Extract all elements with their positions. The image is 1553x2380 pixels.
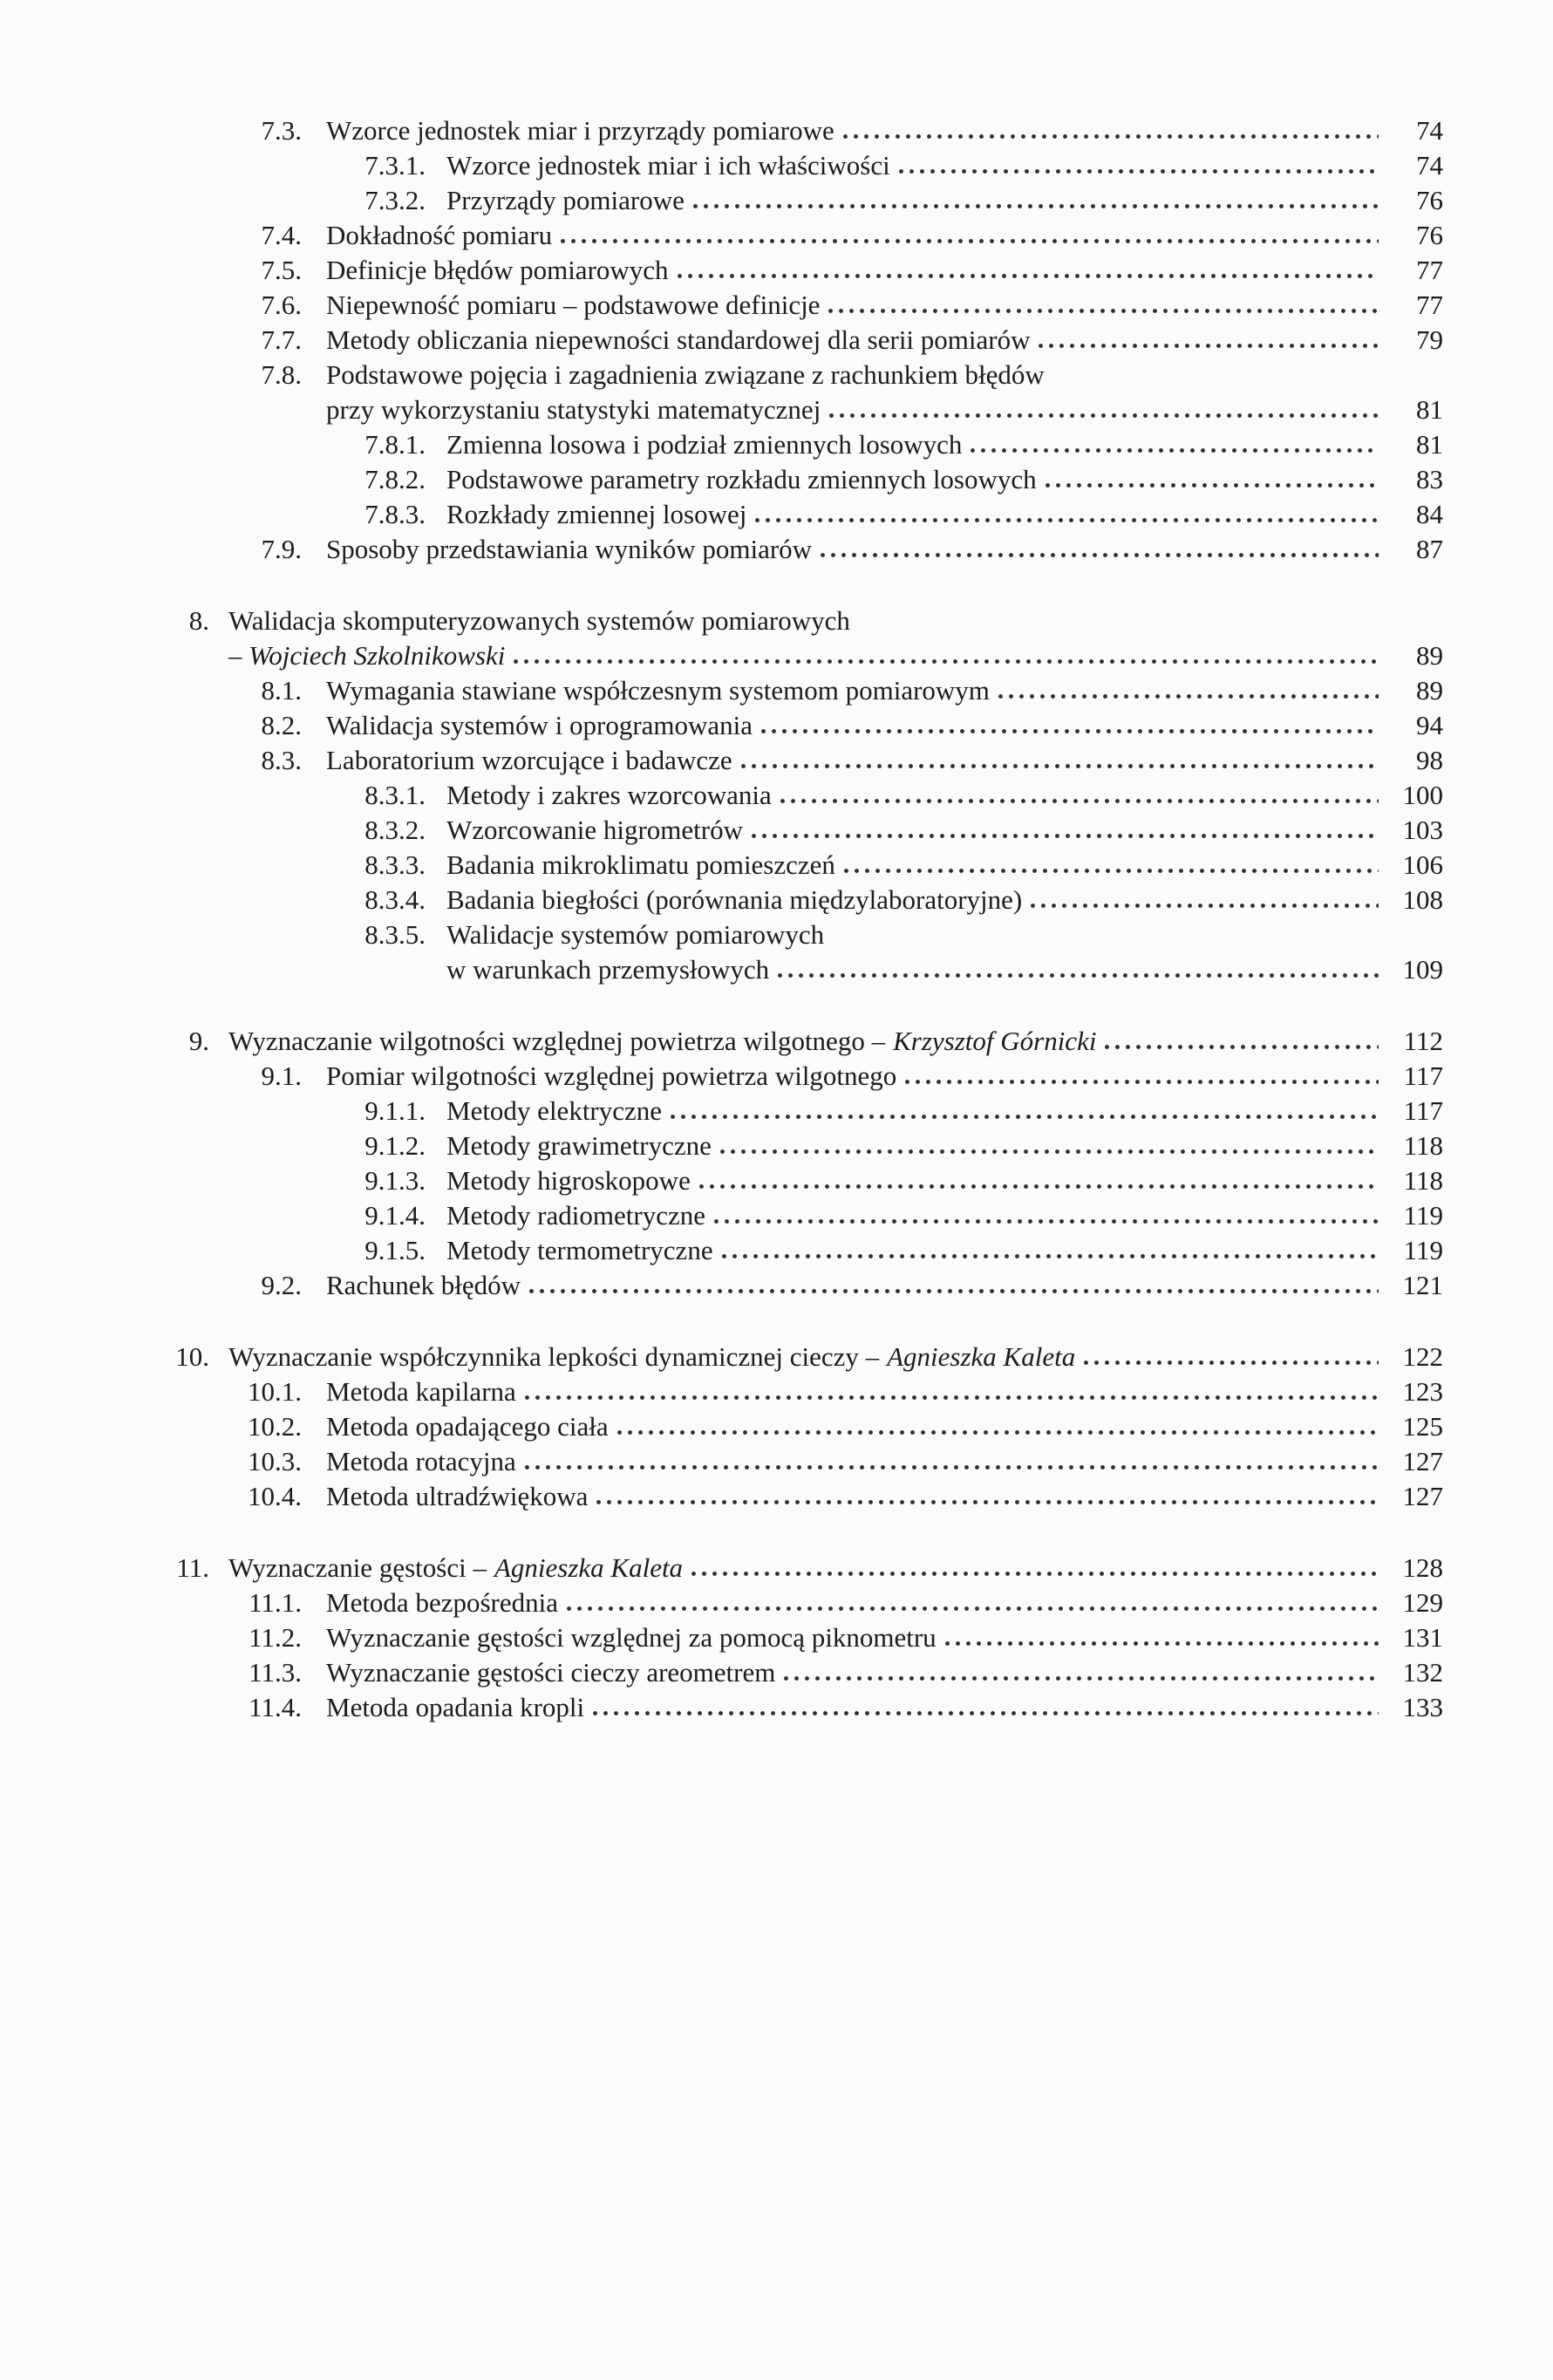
toc-entry-body [326, 113, 1443, 148]
toc-entry-line-2 [326, 392, 1443, 427]
toc-entry [0, 1094, 1443, 1129]
toc-entry-body [446, 1233, 1443, 1268]
toc-entry-body [446, 1163, 1443, 1198]
toc-entry-title: Pomiar wilgotności względnej powietrza wilgotnego [326, 1060, 897, 1091]
toc-entry-page-number: 123 [1402, 1376, 1443, 1407]
toc-entry-line-1 [446, 813, 1443, 848]
toc-entry-page-number: 117 [1403, 1060, 1443, 1091]
toc-entry-line-1 [228, 1551, 1443, 1586]
toc-entry-page-number: 77 [1416, 290, 1443, 320]
toc-entry-line-1 [326, 1444, 1443, 1479]
toc-entry-title: Walidacja skomputeryzowanych systemów pomiarowych [228, 605, 850, 636]
toc-entry [0, 462, 1443, 497]
toc-entry-title: Metody higroskopowe [446, 1165, 691, 1196]
leader-dots [513, 658, 1379, 665]
toc-entry-page-number: 118 [1403, 1165, 1443, 1196]
toc-entry-line-1 [446, 497, 1443, 532]
toc-entry-line-1 [326, 1655, 1443, 1690]
toc-entry-page-number: 129 [1402, 1587, 1443, 1618]
toc-entry-line-1 [326, 218, 1443, 253]
toc-entry-number: 11.3. [249, 1657, 302, 1688]
toc-entry [0, 358, 1443, 427]
leader-dots [692, 203, 1379, 209]
toc-entry-page-number: 84 [1416, 499, 1443, 529]
toc-entry-author: Krzysztof Górnicki [893, 1026, 1097, 1056]
toc-entry-page-number: 108 [1402, 884, 1443, 915]
toc-entry [0, 323, 1443, 358]
toc-entry-line-1 [326, 1479, 1443, 1514]
leader-dots [780, 798, 1379, 804]
toc-entry [0, 532, 1443, 567]
toc-entry-number: 9.1.2. [364, 1130, 426, 1161]
toc-entry [0, 497, 1443, 532]
toc-entry-title: Walidacja systemów i oprogramowania [326, 710, 753, 740]
leader-dots [616, 1429, 1379, 1436]
leader-dots [1038, 343, 1379, 349]
leader-dots [1030, 903, 1379, 909]
leader-dots [944, 1640, 1379, 1647]
toc-entry-body [326, 1059, 1443, 1094]
toc-entry-number: 7.3.1. [364, 150, 426, 181]
toc-entry [0, 1690, 1443, 1725]
toc-entry-number: 9. [188, 1026, 209, 1056]
toc-entry-page-number: 125 [1402, 1411, 1443, 1442]
toc-entry [0, 218, 1443, 253]
toc-entry-number: 7.8. [261, 359, 302, 390]
leader-dots [843, 868, 1379, 874]
toc-entry [0, 604, 1443, 673]
toc-entry-title-continuation: przy wykorzystaniu statystyki matematycznej [326, 394, 821, 425]
toc-entry-body [446, 848, 1443, 883]
toc-entry [0, 743, 1443, 778]
toc-entry-line-1 [326, 743, 1443, 778]
toc-entry-body [326, 358, 1443, 427]
toc-entry-number: 7.6. [261, 290, 302, 320]
toc-entry-number: 7.5. [261, 255, 302, 285]
toc-entry-number: 8.1. [261, 675, 302, 706]
toc-entry-body [326, 1479, 1443, 1514]
toc-entry-title: Walidacje systemów pomiarowych [446, 919, 825, 950]
toc-entry-title: Badania biegłości (porównania międzylaboratoryjne) [446, 884, 1023, 915]
toc-entry-page-number: 106 [1402, 849, 1443, 880]
toc-entry-title: Metoda rotacyjna [326, 1446, 516, 1476]
toc-entry-page-number: 89 [1416, 640, 1443, 671]
toc-entry-page-number: 131 [1402, 1622, 1443, 1653]
toc-entry [0, 778, 1443, 813]
toc-entry-line-1 [326, 288, 1443, 323]
leader-dots [754, 517, 1379, 523]
toc-entry [0, 1479, 1443, 1514]
toc-entry-line-1 [228, 604, 1443, 638]
toc-entry-number: 11.2. [249, 1622, 302, 1653]
toc-entry-page-number: 79 [1416, 324, 1443, 355]
toc-entry-title: Metoda ultradźwiękowa [326, 1481, 589, 1511]
leader-dots [740, 763, 1379, 769]
toc-entry-title: Wyznaczanie współczynnika lepkości dynamicznej cieczy – [228, 1341, 880, 1372]
toc-entry-body [326, 1690, 1443, 1725]
toc-entry-title: Dokładność pomiaru [326, 220, 553, 250]
leader-dots [524, 1395, 1379, 1401]
toc-entry-page-number: 89 [1416, 675, 1443, 706]
toc-entry-number: 10.4. [248, 1481, 302, 1511]
leader-dots [760, 728, 1379, 734]
toc-entry-title: Wyznaczanie wilgotności względnej powietrza wilgotnego – [228, 1026, 886, 1056]
toc-entry-page-number: 81 [1416, 429, 1443, 460]
toc-entry-body [326, 743, 1443, 778]
toc-entry-page-number: 98 [1416, 745, 1443, 775]
toc-entry [0, 1129, 1443, 1163]
toc-entry-body [326, 288, 1443, 323]
toc-entry-title: Definicje błędów pomiarowych [326, 255, 669, 285]
toc-entry-title: Podstawowe parametry rozkładu zmiennych losowych [446, 464, 1037, 494]
toc-entry-title: Zmienna losowa i podział zmiennych losowych [446, 429, 963, 460]
leader-dots [777, 972, 1379, 979]
toc-entry-body [228, 1340, 1443, 1374]
toc-entry-page-number: 122 [1402, 1341, 1443, 1372]
leader-dots [842, 133, 1379, 140]
toc-entry [0, 1374, 1443, 1409]
toc-entry-body [326, 218, 1443, 253]
toc-entry-page-number: 127 [1402, 1446, 1443, 1476]
toc-entry-body [326, 708, 1443, 743]
toc-entry-page-number: 119 [1403, 1235, 1443, 1265]
leader-dots [1045, 482, 1379, 488]
toc-entry-line-1 [446, 1163, 1443, 1198]
toc-entry-author: Agnieszka Kaleta [494, 1552, 684, 1583]
toc-entry-line-1 [326, 673, 1443, 708]
toc-entry-page-number: 94 [1416, 710, 1443, 740]
toc-entry-page-number: 74 [1416, 150, 1443, 181]
toc-entry-line-1 [446, 848, 1443, 883]
toc-entry [0, 1655, 1443, 1690]
toc-entry [0, 253, 1443, 288]
toc-entry-line-1 [326, 253, 1443, 288]
toc-entry [0, 883, 1443, 917]
toc-entry-line-1 [446, 778, 1443, 813]
toc-entry-page-number: 100 [1402, 780, 1443, 810]
toc-entry-body [446, 1129, 1443, 1163]
toc-entry-line-1 [446, 1129, 1443, 1163]
toc-entry-number: 9.1. [261, 1060, 302, 1091]
toc-entry-number: 8.3.2. [364, 815, 426, 845]
toc-entry-number: 7.7. [261, 324, 302, 355]
toc-entry [0, 1059, 1443, 1094]
toc-entry-title: Podstawowe pojęcia i zagadnienia związane z rachunkiem błędów [326, 359, 1045, 390]
leader-dots [970, 447, 1379, 453]
leader-dots [524, 1464, 1379, 1470]
leader-dots [721, 1253, 1379, 1259]
leader-dots [1083, 1360, 1379, 1366]
toc-entry-body [446, 813, 1443, 848]
toc-entry-title: Metody grawimetryczne [446, 1130, 712, 1161]
leader-dots [719, 1149, 1379, 1155]
toc-entry-line-1 [446, 427, 1443, 462]
toc-entry-author: – Wojciech Szkolnikowski [228, 640, 506, 671]
toc-entry-number: 7.8.2. [364, 464, 426, 494]
toc-entry-number: 7.9. [261, 534, 302, 564]
toc-entry-number: 10.2. [248, 1411, 302, 1442]
toc-entry-line-1 [326, 358, 1443, 392]
toc-entry-line-1 [446, 148, 1443, 183]
toc-entry-number: 10.1. [248, 1376, 302, 1407]
toc-entry-page-number: 87 [1416, 534, 1443, 564]
toc-entry-page-number: 103 [1402, 815, 1443, 845]
toc-entry [0, 1233, 1443, 1268]
toc-entry-title: Sposoby przedstawiania wyników pomiarów [326, 534, 813, 564]
toc-entry-number: 8.3.1. [364, 780, 426, 810]
toc-entry-body [446, 183, 1443, 218]
toc-entry-number: 7.3.2. [364, 185, 426, 215]
toc-entry [0, 1340, 1443, 1374]
toc-entry-body [446, 427, 1443, 462]
toc-entry-line-1 [446, 917, 1443, 952]
leader-dots [691, 1571, 1379, 1577]
toc-entry-body [326, 673, 1443, 708]
toc-entry-body [326, 1620, 1443, 1655]
leader-dots [713, 1218, 1379, 1224]
table-of-contents [0, 113, 1443, 1725]
toc-entry-line-1 [326, 1374, 1443, 1409]
toc-entry-page-number: 112 [1403, 1026, 1443, 1056]
toc-entry-line-1 [446, 1198, 1443, 1233]
toc-entry-number: 8.2. [261, 710, 302, 740]
toc-entry-line-1 [446, 883, 1443, 917]
toc-entry [0, 917, 1443, 987]
toc-entry-body [446, 778, 1443, 813]
toc-entry-line-1 [228, 1024, 1443, 1059]
toc-entry-body [446, 1094, 1443, 1129]
toc-entry-line-1 [326, 113, 1443, 148]
toc-entry-title: Badania mikroklimatu pomieszczeń [446, 849, 835, 880]
toc-entry-body [326, 1409, 1443, 1444]
toc-entry-title: Metody radiometryczne [446, 1200, 705, 1231]
toc-entry-number: 7.4. [261, 220, 302, 250]
toc-entry-number: 9.1.1. [364, 1095, 426, 1126]
toc-entry-title: Metoda opadającego ciała [326, 1411, 609, 1442]
toc-entry-title: Rachunek błędów [326, 1270, 521, 1300]
toc-entry-title: Wzorce jednostek miar i przyrządy pomiarowe [326, 115, 834, 146]
toc-entry-line-1 [326, 323, 1443, 358]
leader-dots [677, 273, 1379, 279]
toc-entry-number: 8.3.3. [364, 849, 426, 880]
leader-dots [566, 1606, 1379, 1612]
toc-entry-title: Niepewność pomiaru – podstawowe definicje [326, 290, 821, 320]
toc-entry-line-1 [326, 532, 1443, 567]
toc-entry-page-number: 118 [1403, 1130, 1443, 1161]
toc-entry-number: 9.1.4. [364, 1200, 426, 1231]
toc-entry-line-1 [326, 708, 1443, 743]
toc-entry-line-1 [326, 1409, 1443, 1444]
toc-entry-title: Metody obliczania niepewności standardowej dla serii pomiarów [326, 324, 1031, 355]
toc-entry-body [326, 1374, 1443, 1409]
toc-entry-body [326, 1444, 1443, 1479]
toc-entry-page-number: 132 [1402, 1657, 1443, 1688]
leader-dots [898, 168, 1379, 174]
toc-entry-body [326, 532, 1443, 567]
toc-entry [0, 1409, 1443, 1444]
toc-entry-page-number: 77 [1416, 255, 1443, 285]
toc-entry-title: Wzorce jednostek miar i ich właściwości [446, 150, 890, 181]
toc-entry-body [326, 1268, 1443, 1303]
toc-entry-page-number: 74 [1416, 115, 1443, 146]
toc-entry-title: Wzorcowanie higrometrów [446, 815, 744, 845]
toc-entry-number: 8.3.5. [364, 919, 426, 950]
toc-entry-number: 11.1. [249, 1587, 302, 1618]
toc-entry [0, 708, 1443, 743]
toc-entry-number: 11.4. [249, 1692, 302, 1722]
toc-entry-line-1 [326, 1620, 1443, 1655]
leader-dots [904, 1079, 1379, 1085]
toc-entry-page-number: 127 [1402, 1481, 1443, 1511]
toc-entry-title: Metody i zakres wzorcowania [446, 780, 772, 810]
toc-entry-title: Metody termometryczne [446, 1235, 713, 1265]
toc-entry [0, 1551, 1443, 1586]
toc-entry-body [446, 462, 1443, 497]
leader-dots [751, 833, 1379, 839]
toc-entry-number: 9.2. [261, 1270, 302, 1300]
toc-entry-number: 9.1.5. [364, 1235, 426, 1265]
leader-dots [528, 1288, 1379, 1294]
toc-entry-title: Metoda opadania kropli [326, 1692, 585, 1722]
toc-entry-title: Wyznaczanie gęstości względnej za pomocą piknometru [326, 1622, 937, 1653]
toc-entry-line-2 [446, 952, 1443, 987]
toc-entry [0, 427, 1443, 462]
toc-entry-page-number: 128 [1402, 1552, 1443, 1583]
leader-dots [828, 413, 1379, 419]
toc-entry-title-continuation: w warunkach przemysłowych [446, 954, 770, 985]
toc-entry-line-1 [228, 1340, 1443, 1374]
toc-entry-number: 11. [176, 1552, 209, 1583]
toc-entry [0, 1024, 1443, 1059]
leader-dots [998, 693, 1379, 699]
toc-entry-page-number: 83 [1416, 464, 1443, 494]
leader-dots [560, 238, 1379, 244]
toc-entry [0, 1268, 1443, 1303]
toc-entry [0, 1586, 1443, 1620]
toc-entry-author: Agnieszka Kaleta [887, 1341, 1076, 1372]
leader-dots [783, 1675, 1379, 1681]
toc-entry-title: Przyrządy pomiarowe [446, 185, 685, 215]
toc-entry-body [446, 1198, 1443, 1233]
leader-dots [820, 552, 1379, 558]
toc-entry-line-1 [446, 462, 1443, 497]
toc-entry-page-number: 109 [1402, 954, 1443, 985]
leader-dots [670, 1114, 1379, 1120]
toc-entry-page-number: 76 [1416, 220, 1443, 250]
leader-dots [828, 308, 1379, 314]
toc-entry-line-2 [228, 638, 1443, 673]
toc-entry-number: 7.8.3. [364, 499, 426, 529]
toc-entry-number: 10.3. [248, 1446, 302, 1476]
toc-entry-number: 8. [188, 605, 209, 636]
toc-entry-line-1 [446, 1094, 1443, 1129]
leader-dots [592, 1710, 1379, 1716]
toc-entry [0, 1163, 1443, 1198]
toc-entry-page-number: 121 [1402, 1270, 1443, 1300]
toc-entry-body [228, 604, 1443, 673]
toc-entry-body [326, 1655, 1443, 1690]
toc-entry [0, 1444, 1443, 1479]
toc-entry-title: Wyznaczanie gęstości – [228, 1552, 487, 1583]
toc-entry-title: Metoda bezpośrednia [326, 1587, 558, 1618]
toc-entry-number: 8.3.4. [364, 884, 426, 915]
toc-entry-title: Wyznaczanie gęstości cieczy areometrem [326, 1657, 776, 1688]
toc-entry [0, 848, 1443, 883]
toc-entry [0, 288, 1443, 323]
toc-entry [0, 113, 1443, 148]
toc-entry-number: 10. [175, 1341, 209, 1372]
toc-entry-body [326, 253, 1443, 288]
leader-dots [1104, 1044, 1379, 1050]
leader-dots [698, 1183, 1379, 1190]
toc-entry-page-number: 76 [1416, 185, 1443, 215]
toc-entry-body [446, 148, 1443, 183]
leader-dots [596, 1499, 1379, 1505]
toc-entry-line-1 [446, 1233, 1443, 1268]
toc-entry-line-1 [446, 183, 1443, 218]
toc-entry-page-number: 117 [1403, 1095, 1443, 1126]
toc-entry-title: Rozkłady zmiennej losowej [446, 499, 747, 529]
toc-entry-page-number: 81 [1416, 394, 1443, 425]
toc-entry-body [326, 323, 1443, 358]
toc-entry-number: 8.3. [261, 745, 302, 775]
toc-entry [0, 183, 1443, 218]
toc-entry-body [228, 1024, 1443, 1059]
toc-entry-body [446, 883, 1443, 917]
toc-entry [0, 148, 1443, 183]
toc-entry [0, 813, 1443, 848]
toc-entry [0, 1620, 1443, 1655]
toc-entry-line-1 [326, 1586, 1443, 1620]
toc-entry [0, 1198, 1443, 1233]
toc-entry-line-1 [326, 1690, 1443, 1725]
toc-entry [0, 673, 1443, 708]
toc-entry-line-1 [326, 1268, 1443, 1303]
toc-entry-number: 7.8.1. [364, 429, 426, 460]
toc-entry-body [228, 1551, 1443, 1586]
toc-entry-title: Metoda kapilarna [326, 1376, 516, 1407]
toc-entry-number: 9.1.3. [364, 1165, 426, 1196]
toc-entry-page-number: 119 [1403, 1200, 1443, 1231]
toc-entry-body [446, 497, 1443, 532]
toc-entry-body [446, 917, 1443, 987]
toc-entry-page-number: 133 [1402, 1692, 1443, 1722]
toc-entry-title: Wymagania stawiane współczesnym systemom pomiarowym [326, 675, 990, 706]
toc-entry-number: 7.3. [261, 115, 302, 146]
toc-entry-title: Metody elektryczne [446, 1095, 663, 1126]
toc-entry-line-1 [326, 1059, 1443, 1094]
toc-entry-title: Laboratorium wzorcujące i badawcze [326, 745, 732, 775]
toc-entry-body [326, 1586, 1443, 1620]
